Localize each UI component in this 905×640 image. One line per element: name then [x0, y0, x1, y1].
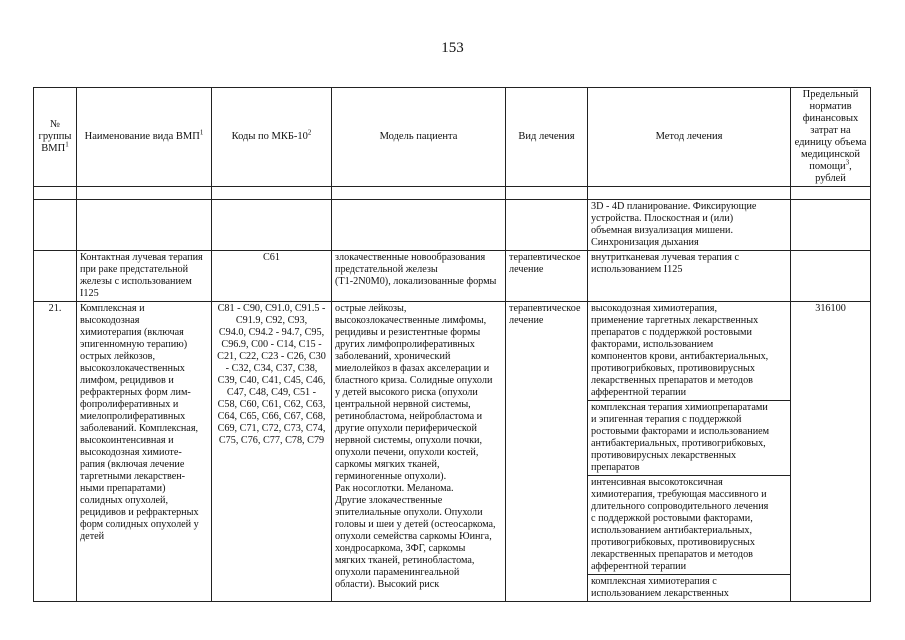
text-line: ретинобластома, нейробластома и	[335, 411, 483, 422]
header-cost-label: Предельный норматив финансовых затрат на единицу объема медицинской помощи	[794, 89, 867, 172]
text-line: противогрибковых, противовирусных	[591, 363, 755, 374]
text-line: бластного криза. Солидные опухоли	[335, 375, 493, 386]
contact-type-cell	[506, 251, 588, 302]
text-line: C94.0, C94.2 - 94.7, C95,	[218, 327, 325, 338]
text-line: интенсивная высокотоксичная	[591, 477, 723, 488]
text-line: хондросаркома, ЗФГ, саркомы	[335, 543, 466, 554]
text-line: лимфом, рецидивов и	[80, 375, 174, 386]
text-line: опухоли печени, опухоли костей,	[335, 447, 479, 458]
contact-therapy-row	[34, 251, 871, 302]
header-method-cell	[588, 88, 791, 187]
text-line: при раке предстательной	[80, 264, 189, 275]
text-line: противогрибковых, противовирусных	[591, 537, 755, 548]
text-line: острых лейкозов,	[80, 351, 156, 362]
header-model-cell	[332, 88, 506, 187]
header-row	[34, 88, 871, 187]
text-line: с поддержкой ростовыми факторами,	[591, 513, 753, 524]
text-line: C39, C40, C41, C45, C46,	[217, 375, 326, 386]
text-line: рапия (включая лечение	[80, 459, 185, 470]
text-line: центральной нервной системы,	[335, 399, 471, 410]
text-line: комплексная химиотерапия с	[591, 576, 717, 587]
text-line: форм солидных опухолей у	[80, 519, 199, 530]
contact-model-cell	[332, 251, 506, 302]
text-line: солидных опухолей,	[80, 495, 169, 506]
header-codes-label: Коды по МКБ-10	[231, 131, 308, 142]
text-line: высокоинтенсивная и	[80, 435, 174, 446]
text-line: высокозлокачественные лимфомы,	[335, 315, 487, 326]
text-line: антибактериальных, противогрибковых,	[591, 438, 766, 449]
text-line: Рак носоглотки. Меланома.	[335, 483, 454, 494]
text-line: C69, C71, C72, C73, C74,	[217, 423, 326, 434]
text-line: химиотерапия, требующая массивного и	[591, 489, 767, 500]
text-line: - C32, C34, C37, C38,	[225, 363, 318, 374]
planning-method-cell	[588, 200, 791, 251]
text-line: лекарственных препаратов и методов	[591, 375, 753, 386]
text-line: ными препаратами)	[80, 483, 166, 494]
text-line: C47, C48, C49, C51 -	[226, 387, 317, 398]
text-line: нервной системы, опухоли почки,	[335, 435, 483, 446]
vmp-table	[33, 87, 871, 602]
text-line: C75, C76, C77, C78, C79	[218, 435, 325, 446]
header-cost-tail: , рублей	[815, 161, 852, 184]
header-name-label: Наименование вида ВМП	[84, 131, 200, 142]
text-line: заболеваний, хронический	[335, 351, 451, 362]
contact-method-cell	[588, 251, 791, 302]
text-line: C96.9, C00 - C14, C15 -	[221, 339, 322, 350]
group-21-methods-cell	[588, 302, 791, 602]
text-line: препаратов	[591, 462, 640, 473]
text-line: опухоли параменингеальной	[335, 567, 460, 578]
text-line: длительного сопроводительного лечения	[591, 501, 769, 512]
text-line: терапевтическое	[509, 252, 581, 263]
planning-row	[34, 200, 871, 251]
text-line: факторами, использованием	[591, 339, 714, 350]
text-line: C64, C65, C66, C67, C68,	[217, 411, 326, 422]
header-model-label: Модель пациента	[379, 131, 458, 142]
text-line: области). Высокий риск	[335, 579, 440, 590]
text-line: эпителиальные опухоли. Опухоли	[335, 507, 483, 518]
text-line: 3D - 4D планирование. Фиксирующие	[591, 201, 757, 212]
text-line: миелопролиферативных	[80, 411, 186, 422]
text-line: Комплексная и	[80, 303, 145, 314]
group-21-type-cell	[506, 302, 588, 602]
header-codes-footnote: 2	[307, 128, 312, 137]
text-line: объемная визуализация мишени.	[591, 225, 734, 236]
text-line: высокодозная химиотерапия,	[591, 303, 718, 314]
group-21-cost-cell: 316100	[791, 302, 871, 602]
text-line: использованием антибактериальных,	[591, 525, 752, 536]
header-group-footnote: 1	[65, 140, 69, 149]
text-line: других лимфопролиферативных	[335, 339, 475, 350]
header-method-label: Метод лечения	[655, 131, 723, 142]
text-line: компонентов крови, антибактериальных,	[591, 351, 769, 362]
text-line: противовирусных лекарственных	[591, 450, 737, 461]
text-line: детей	[80, 531, 105, 542]
header-name-footnote: 1	[199, 128, 204, 137]
text-line: у детей высокого риска (опухоли	[335, 387, 478, 398]
group-21-number: 21.	[34, 302, 77, 602]
page-number: 153	[441, 40, 464, 56]
method-high-dose	[588, 302, 790, 400]
group-21-row	[34, 302, 871, 602]
text-line: эпигенномную терапию)	[80, 339, 188, 350]
text-line: высокозлокачественных	[80, 363, 185, 374]
group-21-model-cell	[332, 302, 506, 602]
text-line: Синхронизация дыхания	[591, 237, 699, 248]
text-line: афферентной терапии	[591, 387, 687, 398]
text-line: устройства. Плоскостная и (или)	[591, 213, 734, 224]
text-line: ростовыми факторами и использованием	[591, 426, 770, 437]
contact-name-cell	[77, 251, 212, 302]
text-line: миелолейкоз в фазах акселерации и	[335, 363, 490, 374]
text-line: мягких тканей, ретинобластома,	[335, 555, 475, 566]
text-line: препаратов с поддержкой ростовыми	[591, 327, 752, 338]
text-line: головы и шеи у детей (остеосаркома,	[335, 519, 496, 530]
text-line: рефрактерных форм лим-	[80, 387, 191, 398]
text-line: терапевтическое	[509, 303, 581, 314]
contact-codes-cell: C61	[212, 251, 332, 302]
text-line: высокодозная	[80, 315, 140, 326]
text-line: лечение	[509, 264, 544, 275]
text-line: фопролиферативных и	[80, 399, 179, 410]
group-21-codes-cell	[212, 302, 332, 602]
header-cost-footnote: 3	[845, 158, 850, 167]
header-codes-cell	[212, 88, 332, 187]
method-intensive	[588, 475, 790, 574]
text-line: герминогенные опухоли).	[335, 471, 447, 482]
text-line: внутритканевая лучевая терапия с	[591, 252, 740, 263]
header-cost-cell	[791, 88, 871, 187]
text-line: I125	[80, 288, 99, 299]
header-type-cell	[506, 88, 588, 187]
method-complex	[588, 574, 790, 601]
text-line: рецидивы и резистентные формы	[335, 327, 481, 338]
text-line: саркомы мягких тканей,	[335, 459, 440, 470]
text-line: Другие злокачественные	[335, 495, 443, 506]
text-line: Контактная лучевая терапия	[80, 252, 203, 263]
text-line: злокачественные новообразования	[335, 252, 486, 263]
text-line: опухоли семейства саркомы Юинга,	[335, 531, 492, 542]
header-group-cell	[34, 88, 77, 187]
text-line: другие опухоли периферической	[335, 423, 477, 434]
text-line: острые лейкозы,	[335, 303, 407, 314]
text-line: C21, C22, C23 - C26, C30	[217, 351, 326, 362]
text-line: заболеваний. Комплексная,	[80, 423, 199, 434]
group-21-name-cell	[77, 302, 212, 602]
text-line: высокодозная химиоте-	[80, 447, 182, 458]
text-line: применение таргетных лекарственных	[591, 315, 759, 326]
text-line: афферентной терапии	[591, 561, 687, 572]
text-line: лекарственных препаратов и методов	[591, 549, 753, 560]
header-group-label: № группы ВМП	[38, 119, 72, 154]
text-line: использованием лекарственных	[591, 588, 729, 599]
text-line: C81 - C90, C91.0, C91.5 -	[217, 303, 326, 314]
text-line: C58, C60, C61, C62, C63,	[217, 399, 326, 410]
header-name-cell	[77, 88, 212, 187]
text-line: рецидивов и рефрактерных	[80, 507, 199, 518]
text-line: (T1-2N0M0), локализованные формы	[335, 276, 497, 287]
method-epigenetic	[588, 400, 790, 475]
text-line: таргетными лекарствен-	[80, 471, 186, 482]
text-line: комплексная терапия химиопрепаратами	[591, 402, 768, 413]
text-line: C91.9, C92, C93,	[235, 315, 308, 326]
text-line: железы с использованием	[80, 276, 192, 287]
text-line: использованием I125	[591, 264, 683, 275]
header-type-label: Вид лечения	[518, 131, 575, 142]
text-line: и эпигенная терапия с поддержкой	[591, 414, 742, 425]
text-line: химиотерапия (включая	[80, 327, 184, 338]
spacer-row	[34, 187, 871, 200]
text-line: предстательной железы	[335, 264, 438, 275]
text-line: лечение	[509, 315, 544, 326]
